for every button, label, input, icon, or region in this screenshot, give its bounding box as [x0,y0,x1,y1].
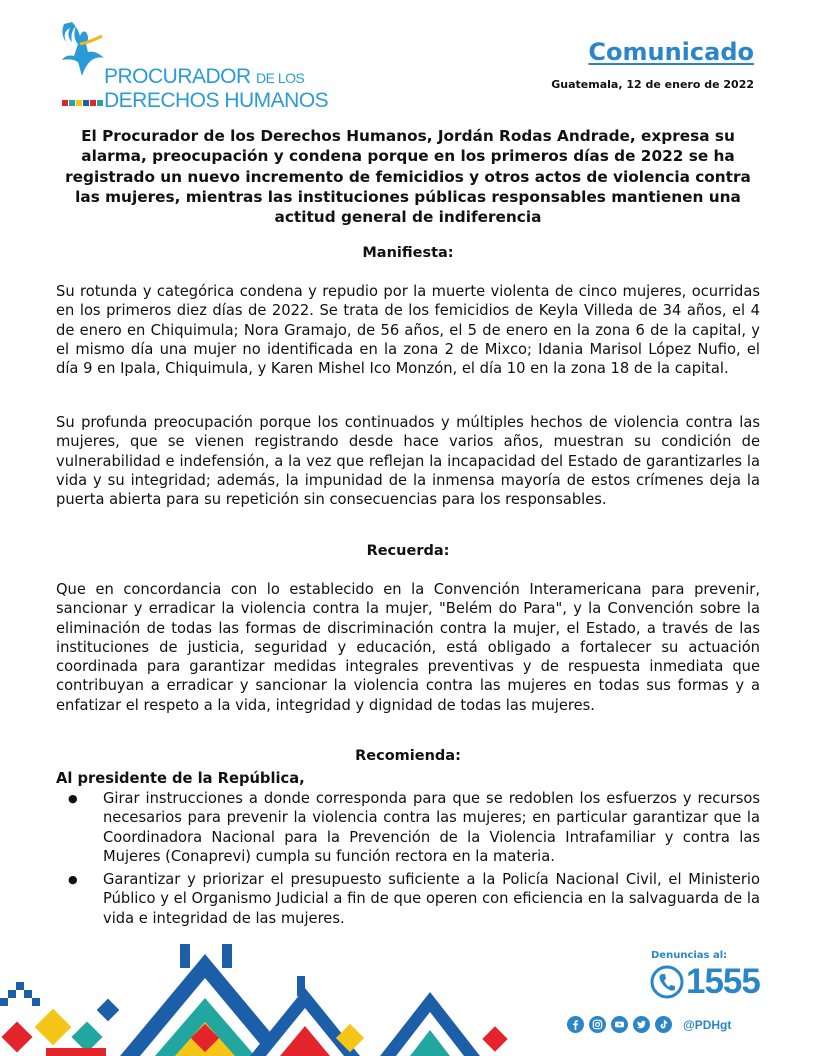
document-date: Guatemala, 12 de enero de 2022 [551,78,754,91]
document-type-title: Comunicado [588,38,754,66]
recommendation-addressee: Al presidente de la República, [56,770,305,787]
headline: El Procurador de los Derechos Humanos, Jordán Rodas Andrade, expresa su alarma, preocupación y condena porque en los primeros días de 2022 se ha registrado un nuevo incremento de femicidios y otros actos de violencia contra las mujeres, mientras las instituciones públicas responsables mantienen una actitud general de indiferencia [65,127,751,227]
manifiesta-paragraph-1: Su rotunda y categórica condena y repudio por la muerte violenta de cinco mujeres, ocurridas en los primeros diez días de 2022. Se trata de los femicidios de Keyla Villeda de 34 años, el 4 de enero en Chiquimula; Nora Gramajo, de 56 años, el 5 de enero en la zona 6 de la capital, y el mismo día una mujer no identificada en la zona 2 de Mixco; Idania Marisol López Nufio, el día 9 en Ipala, Chiquimula, y Karen Mishel Ico Monzón, el día 10 en la zona 18 de la capital. [56,283,760,378]
tiktok-icon[interactable] [655,1016,672,1033]
list-item: ● Girar instrucciones a donde corresponda para que se redoblen los esfuerzos y recursos necesarios para prevenir la violencia contra las mujeres; en particular garantizar que la Coordinadora Nacional para la Prevención de la Violencia Intrafamiliar y contra las Mujeres (Conaprevi) cumpla su función rectora en la materia. [56,789,760,866]
instagram-icon[interactable] [589,1016,606,1033]
section-title-recomienda: Recomienda: [355,748,461,764]
manifiesta-paragraph-2: Su profunda preocupación porque los continuados y múltiples hechos de violencia contra las mujeres, que se vienen registrando desde hace varios años, muestran su condición de vulnerabilidad e indefensión, a la vez que reflejan la incapacidad del Estado de garantizarles la vida y su integridad; además, la impunidad de la inmensa mayoría de estos crímenes deja la puerta abierta para su repetición sin consecuencias para los responsables. [56,414,760,509]
section-title-manifiesta: Manifiesta: [362,245,454,261]
complaint-phone[interactable] [650,963,760,1001]
logo-figure-icon [56,20,108,80]
logo-textile-band [62,100,106,106]
list-item: ● Garantizar y priorizar el presupuesto suficiente a la Policía Nacional Civil, el Ministerio Público y el Organismo Judicial a fin de que operen con eficiencia en la salvaguarda de la vida e integridad de las mujeres. [56,870,760,928]
social-links [567,1016,731,1033]
logo-line2: DERECHOS HUMANOS [104,89,329,112]
section-title-recuerda: Recuerda: [366,543,450,559]
twitter-icon[interactable] [633,1016,650,1033]
phone-number: 1555 [686,962,760,1001]
facebook-icon[interactable] [567,1016,584,1033]
social-handle[interactable]: @PDHgt [683,1017,732,1032]
recommendation-list [56,789,760,932]
denuncias-label: Denuncias al: [651,950,728,961]
logo-line1: PROCURADOR DE LOS [104,65,305,88]
pdh-logo [56,20,329,112]
phone-icon [650,965,684,999]
youtube-icon[interactable] [611,1016,628,1033]
deco-house-far [380,992,480,1056]
decorative-textile-pattern [0,918,520,1056]
recuerda-paragraph: Que en concordancia con lo establecido en la Convención Interamericana para prevenir, sancionar y erradicar la violencia contra la mujer, "Belém do Para", y la Convención sobre la eliminación de todas las formas de discriminación contra la mujer, el Estado, a través de las instituciones de justicia, seguridad y educación, está obligado a fortalecer su actuación coordinada para garantizar medidas integrales preventivas y de respuesta inmediata que contribuyan a erradicar y sancionar la violencia contra las mujeres en todas sus formas y a enfatizar el respeto a la vida, integridad y dignidad de todas las mujeres. [56,581,760,714]
